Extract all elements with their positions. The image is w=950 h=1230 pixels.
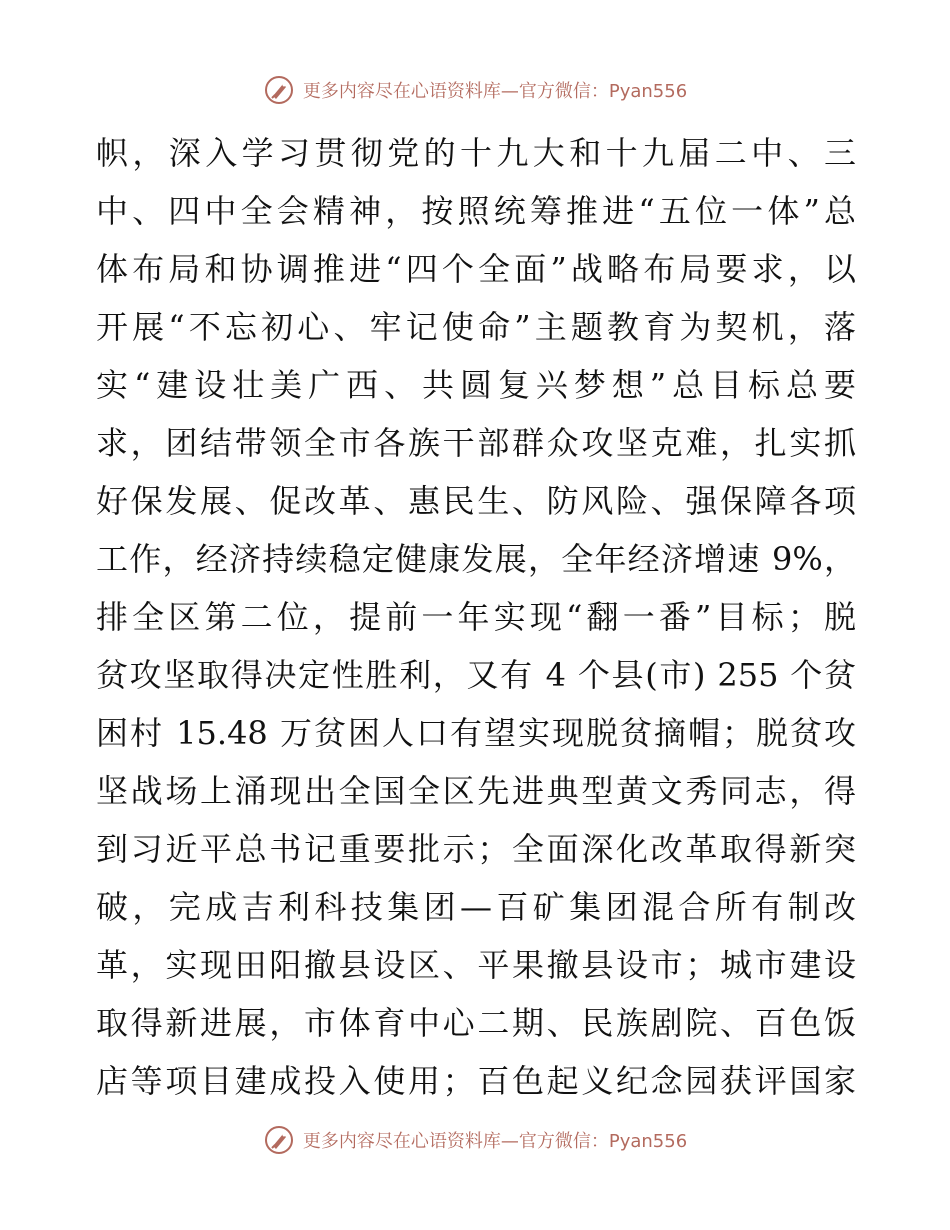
text-line-2: 中、四中全会精神，按照统筹推进“五位一体”总 (96, 192, 856, 230)
text-line-4: 开展“不忘初心、牢记使命”主题教育为契机，落 (96, 308, 856, 346)
text-line-1: 帜，深入学习贯彻党的十九大和十九届二中、三 (96, 134, 856, 172)
watermark-text: 更多内容尽在心语资料库—官方微信：Pyan556 (302, 81, 688, 102)
text-line-8: 工作，经济持续稳定健康发展，全年经济增速 9%， (96, 540, 856, 578)
text-line-10: 贫攻坚取得决定性胜利，又有 4 个县(市) 255 个贫 (96, 656, 856, 694)
footer-watermark (0, 1120, 950, 1160)
text-line-6: 求，团结带领全市各族干部群众攻坚克难，扎实抓 (96, 424, 856, 462)
text-line-11: 困村 15.48 万贫困人口有望实现脱贫摘帽；脱贫攻 (96, 714, 856, 752)
text-line-17: 店等项目建成投入使用；百色起义纪念园获评国家 (96, 1062, 856, 1100)
header-watermark (0, 70, 950, 110)
text-line-12: 坚战场上涌现出全国全区先进典型黄文秀同志，得 (96, 772, 856, 810)
pen-nib-logo-icon (263, 1124, 295, 1156)
text-line-16: 取得新进展，市体育中心二期、民族剧院、百色饭 (96, 1004, 856, 1042)
text-line-15: 革，实现田阳撤县设区、平果撤县设市；城市建设 (96, 946, 856, 984)
watermark-text: 更多内容尽在心语资料库—官方微信：Pyan556 (302, 1131, 688, 1152)
text-line-5: 实“建设壮美广西、共圆复兴梦想”总目标总要 (96, 366, 856, 404)
text-line-7: 好保发展、促改革、惠民生、防风险、强保障各项 (96, 482, 856, 520)
text-line-14: 破，完成吉利科技集团—百矿集团混合所有制改 (96, 888, 856, 926)
pen-nib-logo-icon (263, 74, 295, 106)
text-line-9: 排全区第二位，提前一年实现“翻一番”目标；脱 (96, 598, 856, 636)
text-line-3: 体布局和协调推进“四个全面”战略布局要求，以 (96, 250, 856, 288)
document-body (96, 124, 856, 1110)
text-line-13: 到习近平总书记重要批示；全面深化改革取得新突 (96, 830, 856, 868)
